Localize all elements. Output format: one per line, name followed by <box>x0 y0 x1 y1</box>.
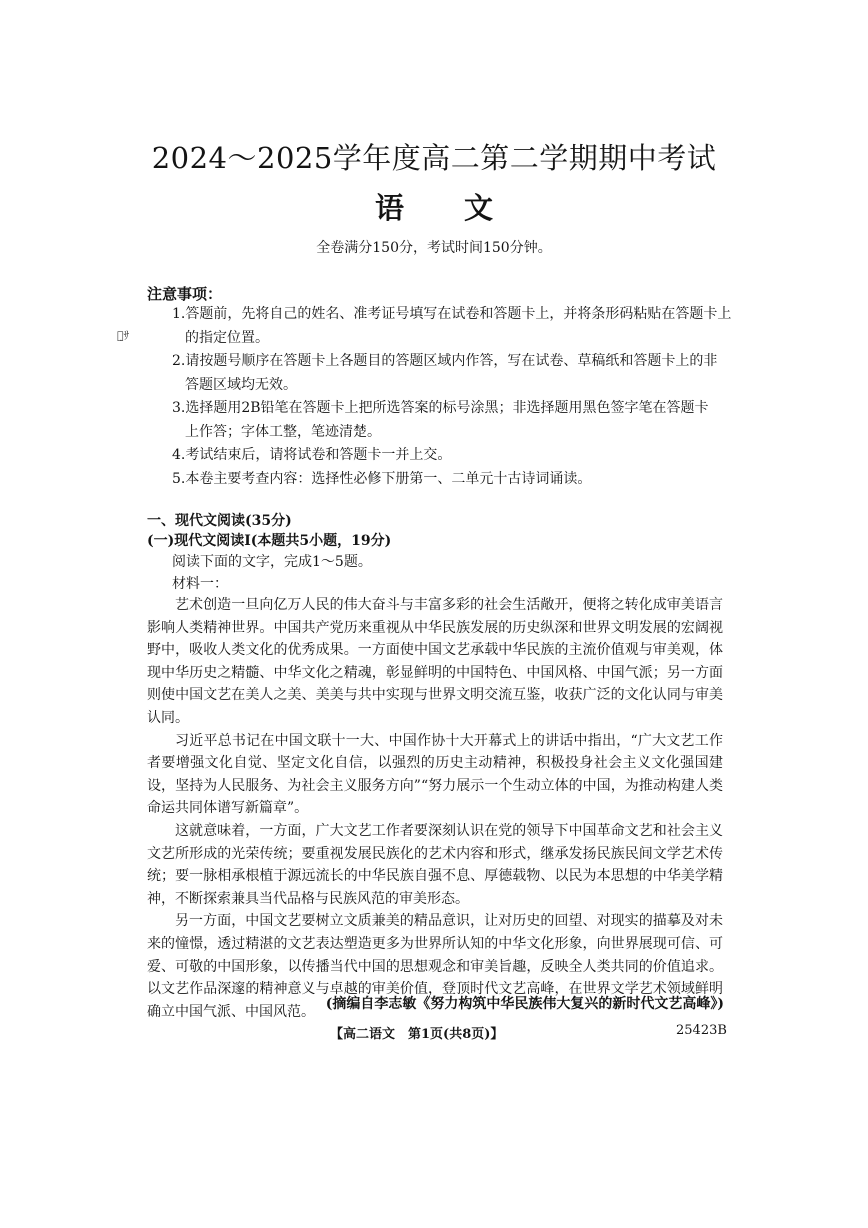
material-paragraph-1: 艺术创造一旦向亿万人民的伟大奋斗与丰富多彩的社会生活敞开，便将之转化成审美语言影响人类精神世界。中国共产党历来重视从中华民族发展的历史纵深和世界文明发展的宏阔视野中，吸收人类文化的优秀成果。一方面使中国文艺承载中华民族的主流价值观与审美观，体现中华历史之精髓、中华文化之精魂，彰显鲜明的中国特色、中国风格、中国气派；另一方面则使中国文艺在美人之美、美美与共中实现与世界文明交流互鉴，收获广泛的文化认同与审美认同。 <box>147 597 723 726</box>
notice-item-2 <box>172 350 732 397</box>
notice-item-3 <box>172 397 732 444</box>
subject-title: 语文 <box>374 191 553 225</box>
material-body <box>147 594 723 1023</box>
notice-item-1-line1: 1.答题前，先将自己的姓名、准考证号填写在试卷和答题卡上，并将条形码粘贴在答题卡上 <box>172 306 732 322</box>
notice-heading: 注意事项： <box>147 285 223 303</box>
notice-item-4 <box>172 444 732 468</box>
exam-info: 全卷满分150分，考试时间150分钟。 <box>316 240 552 256</box>
material-paragraph-3: 这就意味着，一方面，广大文艺工作者要深刻认识在党的领导下中国革命文艺和社会主义文艺所形成的光荣传统；要重视发展民族化的艺术内容和形式，继承发扬民族民间文学艺术传统；要一脉相承根植于源远流长的中华民族自强不息、厚德载物、以民为本思想的中华美学精神，不断探索兼具当代品格与民族风范的审美形态。 <box>147 822 723 907</box>
material-label: 材料一： <box>172 576 228 592</box>
stray-mark: ﾍ̣ｻ <box>117 329 130 342</box>
section-heading: 一、现代文阅读(35分) <box>147 513 292 529</box>
notice-item-2-line1: 2.请按题号顺序在答题卡上各题目的答题区域内作答，写在试卷、草稿纸和答题卡上的非 <box>172 353 718 369</box>
material-source: (摘编自李志敏《努力构筑中华民族伟大复兴的新时代文艺高峰》) <box>325 996 724 1012</box>
page-label: 【高二语文 第1页(共8页)】 <box>330 1027 504 1042</box>
notice-item-3-line2: 上作答；字体工整，笔迹清楚。 <box>185 423 381 440</box>
notice-item-3-line1: 3.选择题用2B铅笔在答题卡上把所选答案的标号涂黑；非选择题用黑色签字笔在答题卡 <box>172 400 709 416</box>
material-paragraph-4: 另一方面，中国文艺要树立文质兼美的精品意识，让对历史的回望、对现实的描摹及对未来的憧憬，透过精湛的文艺表达塑造更多为世界所认知的中华文化形象，向世界展现可信、可爱、可敬的中国形象，以传播当代中国的思想观念和审美旨趣，反映全人类共同的价值追求。以文艺作品深邃的精神意义与卓越的审美价值，登顶时代文艺高峰，在世界文学艺术领域鲜明确立中国气派、中国风范。 <box>147 913 723 1020</box>
subsection-heading: (一)现代文阅读Ⅰ(本题共5小题，19分) <box>147 533 392 549</box>
notice-item-1 <box>172 303 732 350</box>
exam-title: 2024～2025学年度高二第二学期期中考试 <box>151 141 717 175</box>
exam-code: 25423B <box>676 1023 727 1038</box>
notice-item-5-line1: 5.本卷主要考查内容：选择性必修下册第一、二单元十古诗词诵读。 <box>172 470 592 487</box>
notice-item-2-line2: 答题区域均无效。 <box>185 376 297 393</box>
notice-item-5 <box>172 468 732 492</box>
notice-item-1-line2: 的指定位置。 <box>185 329 269 346</box>
reading-instruction: 阅读下面的文字，完成1～5题。 <box>172 554 372 570</box>
notice-list <box>172 303 732 491</box>
notice-item-4-line1: 4.考试结束后，请将试卷和答题卡一并上交。 <box>172 447 452 463</box>
material-paragraph-2: 习近平总书记在中国文联十一大、中国作协十大开幕式上的讲话中指出，“广大文艺工作者要增强文化自觉、坚定文化自信，以强烈的历史主动精神，积极投身社会主义文化强国建设，坚持为人民服务、为社会主义服务方向”“努力展示一个生动立体的中国，为推动构建人类命运共同体谱写新篇章”。 <box>147 732 723 817</box>
